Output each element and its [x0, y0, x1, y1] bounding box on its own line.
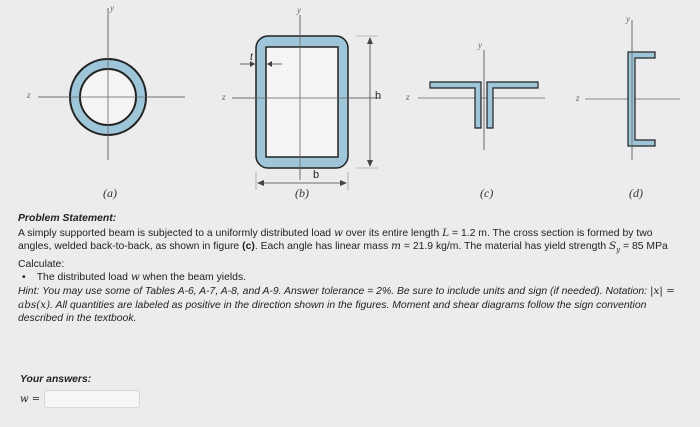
- figures-svg: [0, 0, 700, 205]
- figure-a-y-axis-label: y: [110, 3, 114, 13]
- figure-b-y-axis-label: y: [297, 5, 301, 15]
- length-value: = 1.2 m: [452, 227, 487, 239]
- bullet-text-1: The distributed load: [36, 272, 128, 284]
- figure-reference: (c): [242, 241, 255, 253]
- w-answer-input[interactable]: [44, 390, 140, 408]
- dimension-b-label: b: [313, 169, 320, 181]
- problem-statement: [18, 212, 686, 326]
- bullet-text-2: when the beam yields.: [142, 272, 247, 284]
- cross-section-figures: [0, 0, 700, 205]
- figure-a-circular-tube: [38, 8, 185, 160]
- figure-b-z-axis-label: z: [222, 92, 226, 102]
- figure-c-double-angle: [418, 50, 545, 150]
- statement-text-2: over its entire length: [345, 227, 440, 239]
- statement-text-1: A simply supported beam is subjected to a uniformly distributed load: [18, 227, 332, 239]
- problem-description: [18, 227, 686, 258]
- bullet-load-symbol: w: [130, 271, 140, 284]
- statement-text-4: . Each angle has linear mass: [254, 241, 389, 253]
- statement-text-5: . The material has yield strength: [458, 241, 607, 253]
- figure-a-caption: (a): [103, 186, 117, 200]
- hint-text: [18, 285, 686, 326]
- load-symbol: w: [333, 226, 343, 239]
- hint-text-1: Hint: You may use some of Tables A-6, A-7, A-8, and A-9. Answer tolerance = 2%. Be sure to include units and sign (if needed). Notation:: [18, 286, 648, 298]
- statement-text-3: . The cross section is formed by two angles, welded back-to-back, as shown in figure: [18, 227, 653, 253]
- mass-symbol: m: [391, 240, 401, 253]
- hint-text-2: . All quantities are labeled as positive in the direction shown in the figures. Moment and shear diagrams follow the sign convention described in the textbook.: [18, 299, 647, 325]
- figure-b-caption: (b): [295, 186, 309, 200]
- length-symbol: L: [442, 226, 450, 239]
- problem-heading: Problem Statement:: [18, 213, 117, 224]
- dimension-t-label: t: [250, 52, 253, 63]
- bullet-icon: •: [22, 272, 26, 284]
- answers-heading: Your answers:: [20, 374, 92, 385]
- dimension-h-label: h: [375, 90, 382, 102]
- figure-c-y-axis-label: y: [478, 40, 482, 50]
- figure-c-caption: (c): [480, 186, 494, 200]
- yield-symbol: $S_y$: [609, 240, 621, 255]
- figure-c-z-axis-label: z: [406, 92, 410, 102]
- figure-d-channel: [585, 20, 680, 160]
- figure-b-rectangular-tube: [232, 15, 380, 190]
- figure-d-z-axis-label: z: [576, 93, 580, 103]
- yield-value: = 85 MPa: [623, 241, 668, 253]
- mass-value: = 21.9 kg/m: [403, 241, 459, 253]
- figure-d-caption: (d): [629, 186, 643, 200]
- hint-abs-notation: |x| = abs(x): [18, 285, 675, 311]
- calculate-label: Calculate:: [18, 258, 65, 270]
- figure-a-z-axis-label: z: [27, 90, 31, 100]
- w-answer-label: w =: [20, 393, 41, 405]
- answer-row: [20, 388, 140, 410]
- bullet-item: [18, 271, 686, 285]
- figure-d-y-axis-label: y: [626, 14, 630, 24]
